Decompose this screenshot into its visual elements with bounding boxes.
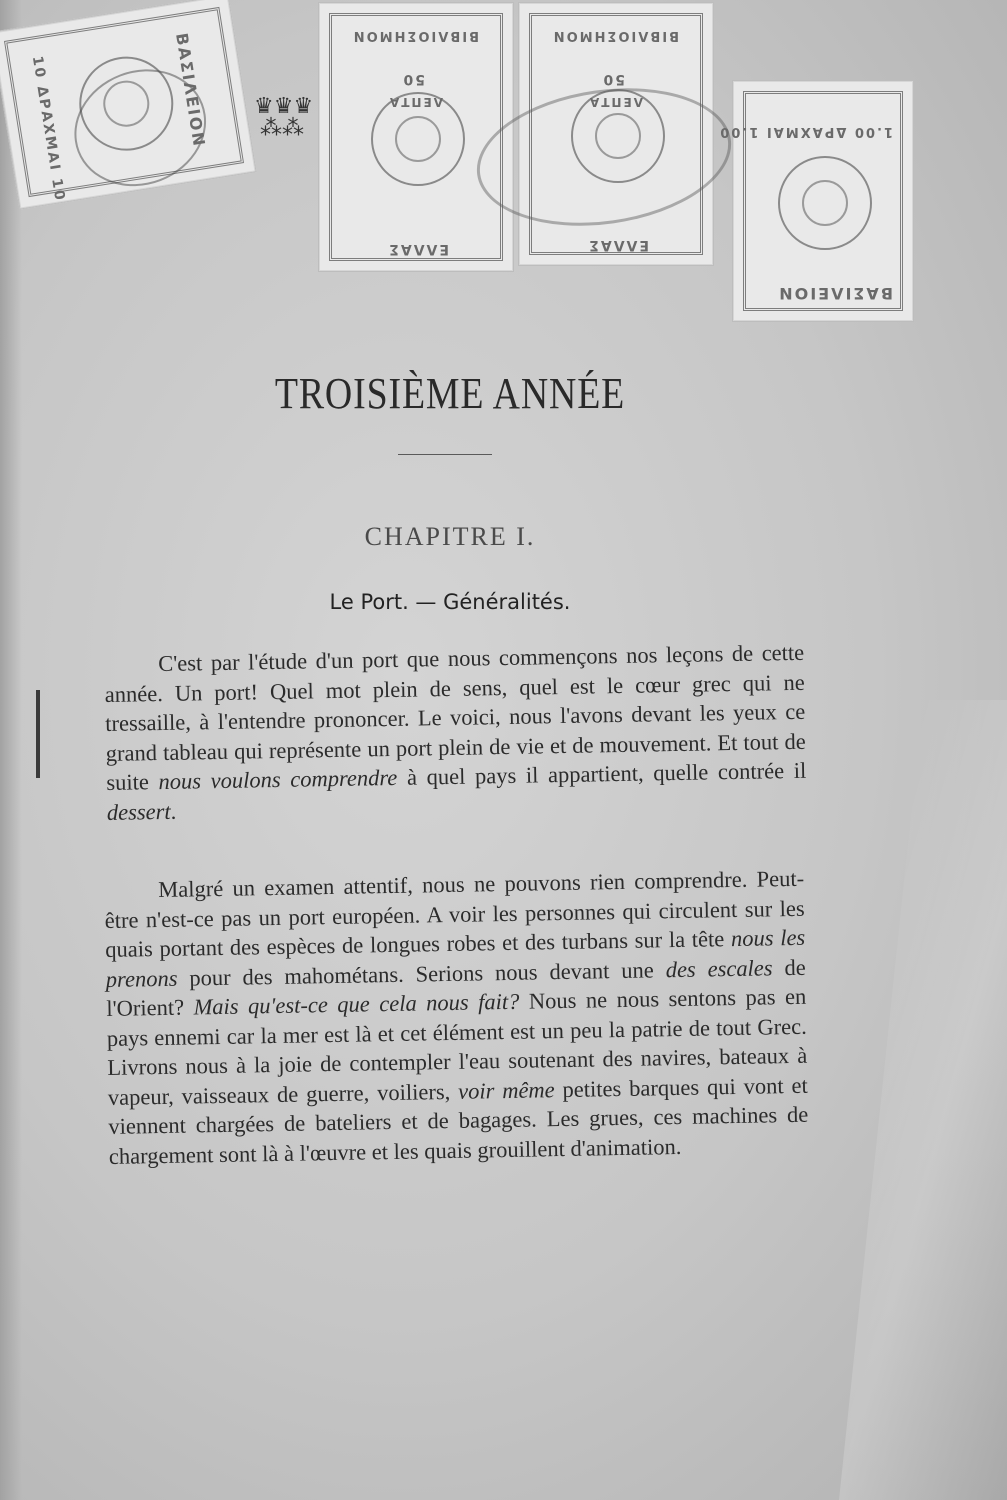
text-run: petites barques qui vont et viennent chargées de bateliers et de bagages. Les grues, ces machines de chargement sont là à l'œuvre et les quais grouillent d'animation. — [108, 1072, 809, 1169]
margin-mark — [36, 690, 40, 778]
text-run: pour des mahométans. Serions nous devant une — [177, 956, 666, 991]
crown-ornament-icon: ♛♛♛ ⁂⁂ — [254, 94, 314, 141]
stamp-emblem-icon — [778, 156, 872, 250]
paragraph-1 — [104, 638, 807, 827]
stamp-value-text: 1.00 ΔΡΑΧΜΑΙ 1.00 — [718, 124, 893, 139]
stamp-value-text: 50 — [401, 71, 425, 87]
title-divider — [398, 454, 492, 455]
stamp-country-text: ΕΛΛΑΣ — [387, 241, 449, 257]
italic-run: nous voulons comprendre — [158, 764, 398, 795]
italic-run: nous les prenons — [105, 924, 806, 992]
stamp-value-text: 10 ΔΡΑΧΜΑΙ 10 — [28, 54, 68, 203]
text-run: . — [170, 798, 177, 824]
stamp-header-text: ΒΙΒΛΙΟΣΗΜΟΝ — [351, 28, 479, 43]
italic-run: des escales — [665, 954, 773, 982]
page-edge-shadow — [0, 0, 22, 1500]
bibliosimon-stamp-50-lepta — [318, 2, 514, 272]
section-subtitle: Le Port. — Généralités. — [329, 590, 571, 614]
text-run: à quel pays il appartient, quelle contrée il — [397, 757, 807, 790]
stamp-value-text: 50 — [601, 71, 625, 87]
text-run: de l'Orient? — [106, 954, 806, 1021]
revenue-stamp-10-drachmai — [0, 0, 257, 210]
text-run: Malgré un examen attentif, nous ne pouvons rien comprendre. Peut-être n'est-ce pas un port européen. A voir les personnes qui circulent sur les quais portant des espèces de longues robes et des turbans sur la tête — [104, 865, 805, 962]
italic-run: dessert — [106, 798, 171, 825]
stamp-header-text: ΒΑΣΙΛΕΙΟΝ — [777, 284, 893, 303]
stamp-unit-text: ΛΕΠΤΑ — [588, 95, 643, 109]
stamp-unit-text: ΛΕΠΤΑ — [388, 95, 443, 109]
revenue-stamp-1-drachma — [718, 80, 914, 322]
page-title: TROISIÈME ANNÉE — [274, 369, 626, 418]
text-run: Nous ne nous sentons pas en pays ennemi car la mer est là et cet élément est un peu la patrie de tout Grec. Livrons nous à la joie de contempler l'eau soutenant des navires, bateaux à vapeur, vaisseaux de guerre, voiliers, — [106, 983, 808, 1110]
chapter-heading: CHAPITRE I. — [364, 522, 536, 551]
paper-fold — [837, 700, 1007, 1500]
paragraph-2 — [104, 864, 809, 1171]
stamp-country-text: ΕΛΛΑΣ — [587, 237, 649, 253]
italic-run: voir même — [457, 1076, 555, 1104]
text-run: C'est par l'étude d'un port que nous commençons nos leçons de cette année. Un port! Quel mot plein de sens, quel est le cœur grec qui ne tressaille, à l'entendre prononcer. Le voici, nous l'avons devant les yeux ce grand tableau qui représente un port plein de vie et de mouvement. Et tout de suite — [104, 639, 806, 795]
italic-run: Mais qu'est-ce que cela nous fait? — [193, 988, 520, 1020]
stamp-header-text: ΒΑΣΙΛΕΙΟΝ — [172, 31, 209, 149]
stamp-header-text: ΒΙΒΛΙΟΣΗΜΟΝ — [551, 28, 679, 43]
